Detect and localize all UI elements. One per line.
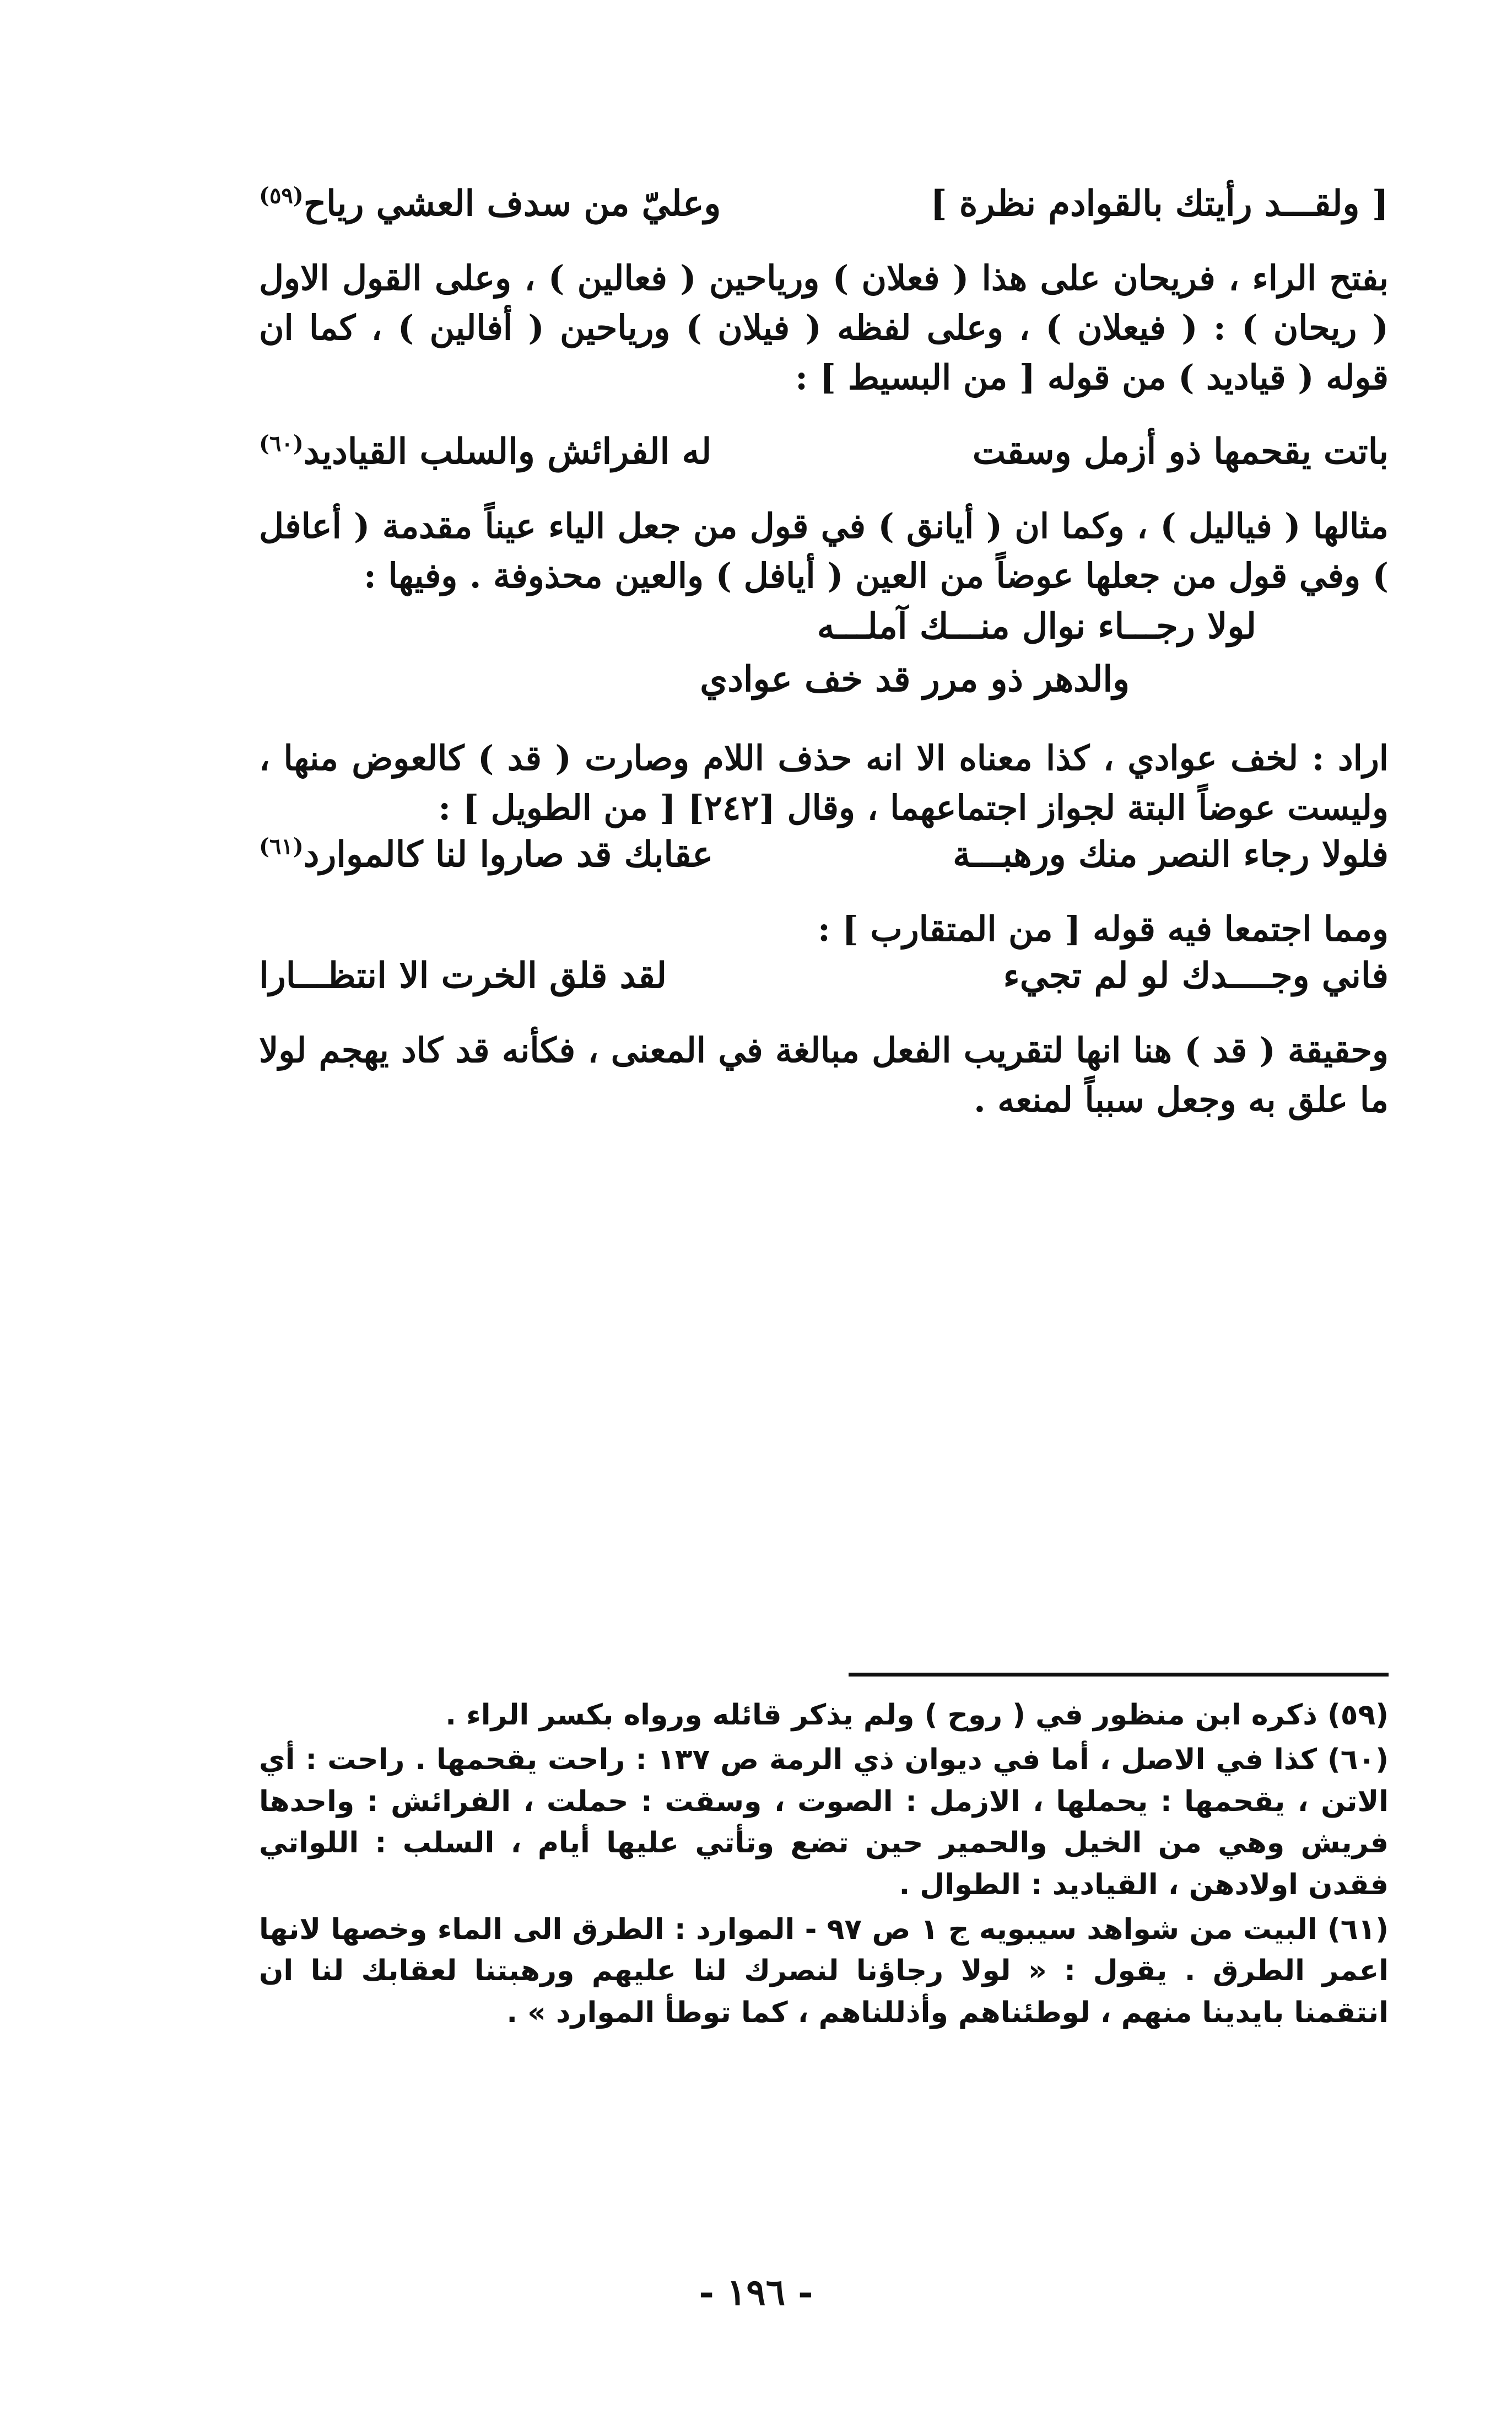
- verse-2-hemistich-2: له الفرائش والسلب القياديد$^{(٦٠)}$: [259, 430, 712, 472]
- paragraph-2: مثالها ( فياليل ) ، وكما ان ( أيانق ) في قول من جعل الياء عيناً مقدمة ( أعافل ) وفي قول من جعلها عوضاً من العين ( أيافل ) والعين محذوفة . وفيها :: [259, 505, 1389, 596]
- verse-3-hemistich-2: عقابك قد صاروا لنا كالموارد$^{(٦١)}$: [259, 833, 714, 876]
- verse-3: [259, 833, 1389, 877]
- paragraph-5: وحقيقة ( قد ) هنا انها لتقريب الفعل مبالغة في المعنى ، فكأنه قد كاد يهجم لولا ما علق به وجعل سبباً لمنعه .: [259, 1030, 1389, 1120]
- verse-3-hemistich-1: فلولا رجاء النصر منك ورهبـــة: [953, 834, 1389, 876]
- footnote-ref-59: (٥٩): [259, 182, 304, 209]
- main-text: [259, 182, 1389, 1125]
- paragraph-4: ومما اجتمعا فيه قوله [ من المتقارب ] :: [817, 909, 1389, 950]
- footnote-60: (٦٠) كذا في الاصل ، أما في ديوان ذي الرمة ص ١٣٧ : راحت يقحمها . راحت : أي الاتن ، يقحمها : يحملها ، الازمل : الصوت ، وسقت : حملت ، الفرائش : واحدها فريش وهي من الخيل والحمير حين تضع وتأتي عليها أيام ، السلب : اللواتي فقدن اولادهن ، القياديد : الطوال .: [259, 1743, 1389, 1901]
- verse-1-hemistich-1: [ ولقـــد رأيتك بالقوادم نظرة ]: [930, 183, 1389, 224]
- page-number: - ١٩٦ -: [699, 2271, 813, 2314]
- verse-1: [259, 182, 1389, 226]
- verse-2: [259, 430, 1389, 474]
- paragraph-3: اراد : لخف عوادي ، كذا معناه الا انه حذف اللام وصارت ( قد ) كالعوض منها ، وليست عوضاً البتة لجواز اجتماعهما ، وقال [٢٤٢] [ من الطويل ] :: [259, 738, 1389, 828]
- footnote-ref-61: (٦١): [259, 833, 304, 860]
- paragraph-1: بفتح الراء ، فريحان على هذا ( فعلان ) ورياحين ( فعالين ) ، وعلى القول الاول ( ريحان ) : ( فيعلان ) ، وعلى لفظه ( فيلان ) ورياحين ( أفالين ) ، كما ان قوله ( قياديد ) من قوله [ من البسيط ] :: [259, 258, 1389, 397]
- footnote-59: (٥٩) ذكره ابن منظور في ( روح ) ولم يذكر قائله ورواه بكسر الراء .: [445, 1699, 1389, 1732]
- footnote-ref-60: (٦٠): [259, 430, 304, 457]
- verse-1-hemistich-2: وعليّ من سدف العشي رياح$^{(٥٩)}$: [259, 182, 721, 224]
- verse-4-hemistich-1: فاني وجــــدك لو لم تجيء: [1003, 955, 1389, 997]
- stanza: [259, 600, 1389, 706]
- footnote-61: (٦١) البيت من شواهد سيبويه ج ١ ص ٩٧ - الموارد : الطرق الى الماء وخصها لانها اعمر الطرق . يقول : « لولا رجاؤنا لنصرك لنا عليهم ورهبتنا لعقابك لنا ان انتقمنا بايدينا منهم ، لوطئناهم وأذللناهم ، كما توطأ الموارد » .: [259, 1912, 1389, 2029]
- stanza-line-1: لولا رجـــاء نوال منـــك آملـــه: [817, 606, 1256, 648]
- verse-2-hemistich-1: باتت يقحمها ذو أزمل وسقت: [972, 430, 1389, 472]
- stanza-line-2: والدهر ذو مرر قد خف عوادي: [700, 659, 1130, 700]
- verse-4-hemistich-2: لقد قلق الخرت الا انتظـــارا: [259, 955, 667, 997]
- footnotes: [259, 1695, 1389, 2037]
- verse-4: [259, 954, 1389, 998]
- footnote-divider: [849, 1673, 1389, 1677]
